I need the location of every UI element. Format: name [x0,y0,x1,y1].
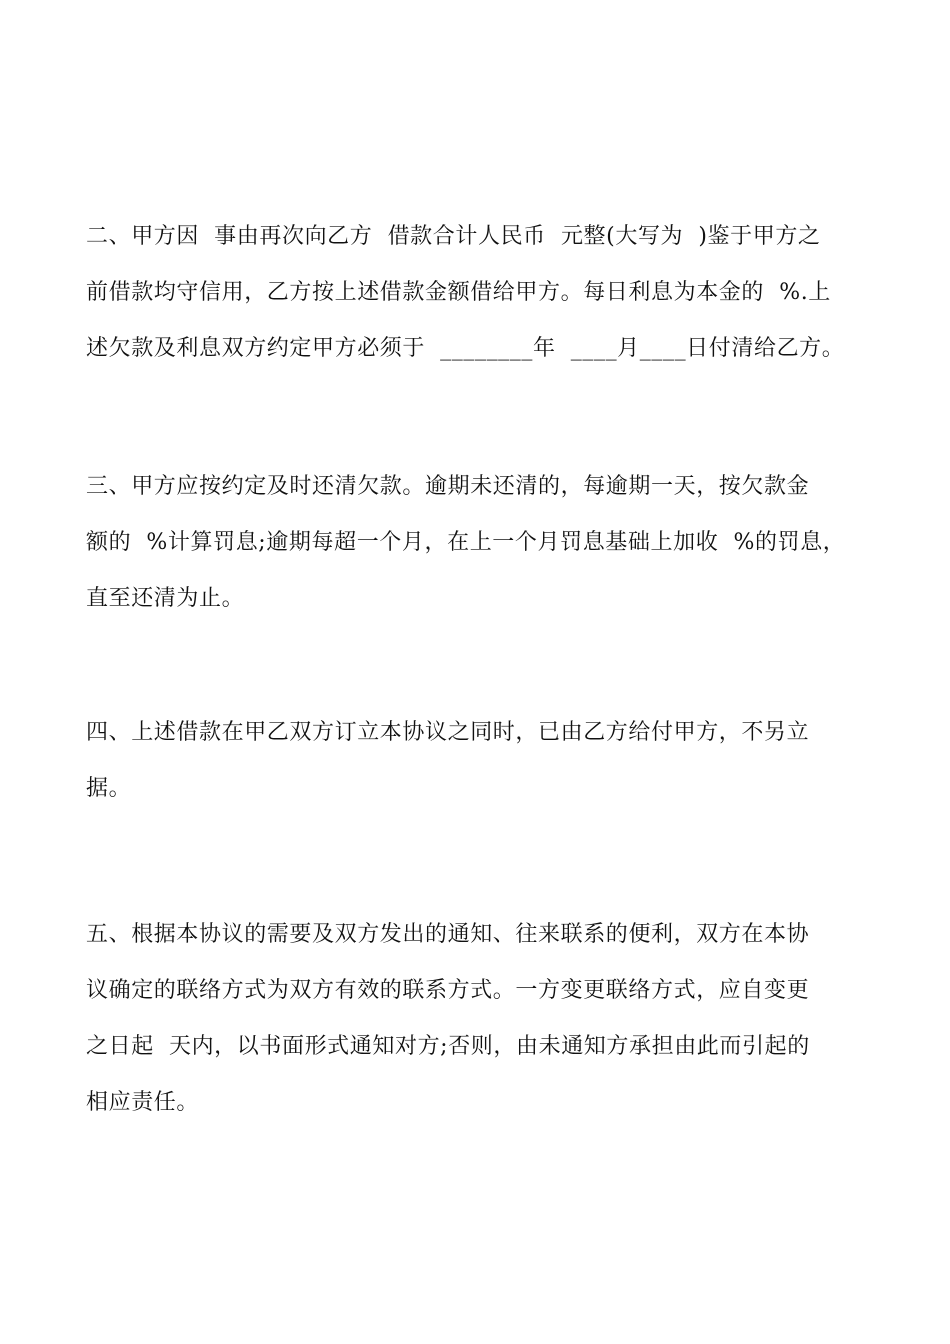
clause-5-line-4: 相应责任。 [86,1090,200,1115]
clause-5-line-1: 五、根据本协议的需要及双方发出的通知、往来联系的便利，双方在本协 [86,922,810,947]
clause-5-line-3: 之日起 天内，以书面形式通知对方;否则，由未通知方承担由此而引起的 [86,1034,810,1059]
clause-2-line-2: 前借款均守信用，乙方按上述借款金额借给甲方。每日利息为本金的 %.上 [86,280,831,305]
clause-2-line-1: 二、甲方因 事由再次向乙方 借款合计人民币 元整(大写为 )鉴于甲方之 [86,224,821,249]
clause-4-line-2: 据。 [86,776,132,801]
clause-3-line-3: 直至还清为止。 [86,586,245,611]
clause-5-line-2: 议确定的联络方式为双方有效的联系方式。一方变更联络方式，应自变更 [86,978,810,1003]
clause-3-line-1: 三、甲方应按约定及时还清欠款。逾期未还清的，每逾期一天，按欠款金 [86,474,810,499]
clause-2-paragraph [86,209,872,377]
clause-5-paragraph [86,907,872,1131]
clause-2-line-3: 述欠款及利息双方约定甲方必须于 ________年 ____月____日付清给乙方。 [86,336,845,361]
clause-4-paragraph [86,705,872,817]
clause-3-paragraph [86,459,872,627]
clause-3-line-2: 额的 %计算罚息;逾期每超一个月，在上一个月罚息基础上加收 %的罚息， [86,530,846,555]
clause-4-line-1: 四、上述借款在甲乙双方订立本协议之同时，已由乙方给付甲方，不另立 [86,720,810,745]
